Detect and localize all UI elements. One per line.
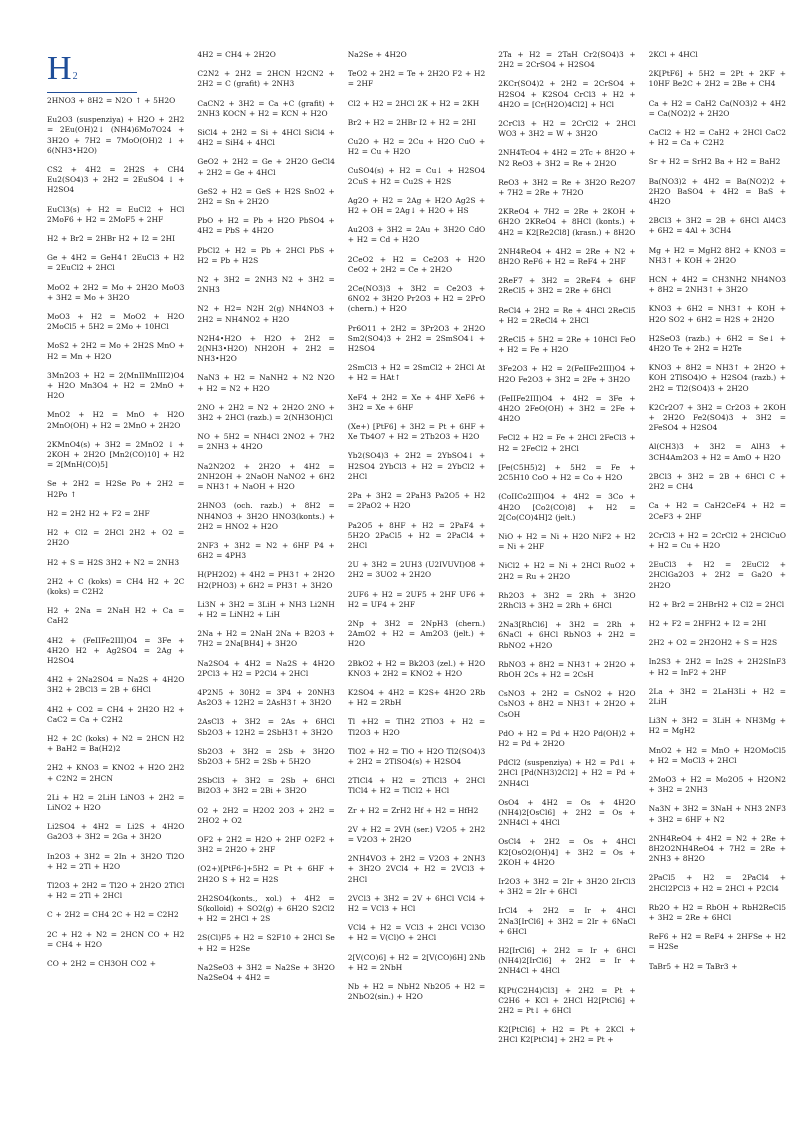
reaction-entry: H2[IrCl6] + 2H2 = Ir + 6HCl (NH4)2[IrCl6] + 2H2 = Ir + 2NH4Cl + 4HCl (498, 946, 636, 976)
reaction-entry: 2H2 + O2 = 2H2OH2 + S = H2S (648, 638, 778, 648)
reaction-entry: NaN3 + H2 = NaNH2 + N2 N2O + H2 = N2 + H2O (197, 373, 335, 393)
element-subscript: 2 (72, 71, 78, 82)
reaction-entry: 2ReCl5 + 5H2 = 2Re + 10HCl FeO + H2 = Fe + H2O (498, 335, 636, 355)
reaction-entry: 2Na3[RhCl6] + 3H2 = 2Rh + 6NaCl + 6HCl RbNO3 + 2H2 = RbNO2 +H2O (498, 620, 636, 650)
reaction-entry: PbO + H2 = Pb + H2O PbSO4 + 4H2 = PbS + 4H2O (197, 216, 335, 236)
reaction-entry: N2H4•H2O + H2O + 2H2 = 2(NH3•H2O) NH2OH + 2H2 = NH3•H2O (197, 333, 335, 364)
reaction-column-1 (47, 50, 184, 1121)
reaction-entry: 2H2 + KNO3 = KNO2 + H2O 2H2 + C2N2 = 2HCN (47, 763, 185, 783)
element-symbol: H (47, 50, 72, 87)
reaction-entry: MnO2 + H2 = MnO + H2OMoCl5 + H2 = MoCl3 + 2HCl (648, 745, 786, 765)
reaction-entry: 2Pa + 3H2 = 2PaH3 Pa2O5 + H2 = 2PaO2 + H2O (347, 491, 486, 511)
reaction-entry: PdO + H2 = Pd + H2O Pd(OH)2 + H2 = Pd + 2H2O (498, 728, 636, 748)
reaction-entry: Pa2O5 + 8HF + H2 = 2PaF4 + 5H2O 2PaCl5 + H2 = 2PaCl4 + 2HCl (347, 520, 486, 550)
reaction-entry: TaBr5 + H2 = TaBr3 + (648, 961, 738, 971)
reaction-entry: Tl +H2 = TlH2 2TlO3 + H2 = Tl2O3 + H2O (347, 717, 486, 737)
reaction-entry: K2Cr2O7 + 3H2 = Cr2O3 + 2KOH + 2H2O Fe2(SO4)3 + 3H2 = 2FeSO4 + H2SO4 (648, 402, 786, 433)
reaction-column-3 (348, 50, 485, 1121)
reaction-column-5 (649, 50, 786, 1121)
reaction-entry: Mg + H2 = MgH2 8H2 + KNO3 = NH3↑ + KOH + 2H2O (648, 245, 786, 265)
reaction-entry: Ca + H2 = CaH2CeF4 + H2 = 2CeF3 + 2HF (648, 501, 786, 521)
reaction-entry: K2[PtCl6] + H2 = Pt + 2KCl + 2HCl K2[PtCl4] + 2H2 = Pt + (498, 1025, 636, 1045)
reaction-entry: 2NH4ReO4 + 4H2 = N2 + 2Re + 8H2O2NH4ReO4 + 7H2 = 2Re + 2NH3 + 8H2O (648, 833, 786, 864)
reaction-entry: K[Pt(C2H4)Cl3] + 2H2 = Pt + C2H6 + KCl + 2HCl H2[PtCl6] + 2H2 = Pt↓ + 6HCl (498, 985, 636, 1016)
reaction-entry: 2AsCl3 + 3H2 = 2As + 6HCl Sb2O3 + 12H2 = 2SbH3↑ + 3H2O (197, 717, 335, 737)
reaction-entry: 2K[PtF6] + 5H2 = 2Pt + 2KF + 10HF Be2C + 2H2 = 2Be + CH4 (648, 69, 786, 89)
reaction-entry: H2 + 2Na = 2NaH H2 + Ca = CaH2 (47, 606, 185, 626)
reaction-entry: [Fe(C5H5)2] + 5H2 = Fe + 2C5H10 CoO + H2 = Co + H2O (498, 462, 636, 483)
reaction-entry: Ir2O3 + 3H2 = 2Ir + 3H2O 2IrCl3 + 3H2 = 2Ir + 6HCl (498, 876, 636, 897)
reaction-entry: 2U + 3H2 = 2UH3 (U2IVUVI)O8 + 2H2 = 3UO2 + 2H2O (347, 560, 486, 580)
reaction-entry: OsCl4 + 2H2 = Os + 4HCl K2[OsO2(OH)4] + 3H2 = Os + 2KOH + 4H2O (498, 837, 636, 867)
reaction-entry: 2VCl3 + 3H2 = 2V + 6HCl VCl4 + H2 = VCl3 + HCl (347, 893, 486, 913)
reaction-entry: Au2O3 + 3H2 = 2Au + 3H2O CdO + H2 = Cd + H2O (347, 225, 486, 245)
reaction-column-2 (197, 50, 334, 1121)
reaction-entry: 2CrCl3 + H2 = 2CrCl2 + 2HClCuO + H2 = Cu + H2O (648, 530, 786, 550)
header-rule (47, 92, 137, 93)
reaction-entry: Zr + H2 = ZrH2 Hf + H2 = HfH2 (347, 805, 479, 815)
reaction-entry: Rb2O + H2 = RbOH + RbH2ReCl5 + 3H2 = 2Re + 6HCl (648, 902, 786, 922)
reaction-entry: ReF6 + H2 = ReF4 + 2HFSe + H2 = H2Se (648, 932, 786, 952)
reaction-entry: 2NH4VO3 + 2H2 = V2O3 + 2NH3 + 3H2O 2VCl4 + H2 = 2VCl3 + 2HCl (347, 854, 486, 884)
reaction-entry: Eu2O3 (suspenziya) + H2O + 2H2 = 2Eu(OH)2↓ (NH4)6Mo7O24 + 3H2O + 7H2 = 7MoO(OH)2 ↓ + 6(NH3•H2O) (47, 115, 185, 155)
reaction-entry: (FeIIFe2III)O4 + 4H2 = 3Fe + 4H2O 2FeO(OH) + 3H2 = 2Fe + 4H2O (498, 393, 636, 424)
reaction-entry: O2 + 2H2 = H2O2 2O3 + 2H2 = 2HO2 + O2 (197, 805, 335, 825)
reaction-entry: Na2SeO3 + 3H2 = Na2Se + 3H2O Na2SeO4 + 4H2 = (197, 962, 335, 982)
reaction-entry: NO + 5H2 = NH4Cl 2NO2 + 7H2 = 2NH3 + 4H2O (197, 432, 335, 452)
reaction-entry: K2SO4 + 4H2 = K2S+ 4H2O 2Rb + H2 = 2RbH (347, 687, 486, 708)
reaction-entry: 4H2 + (FeIIFe2III)O4 = 3Fe + 4H2O H2 + Ag2SO4 = 2Ag + H2SO4 (47, 635, 185, 665)
reaction-entry: 4H2 = CH4 + 2H2O (197, 50, 276, 59)
reaction-entry: 2S(Cl)F5 + H2 = S2F10 + 2HCl Se + H2 = H2Se (197, 933, 335, 953)
reaction-entry: MnO2 + H2 = MnO + H2O 2MnO(OH) + H2 = 2MnO + 2H2O (47, 410, 185, 430)
reaction-entry: 2Ta + H2 = 2TaH Cr2(SO4)3 + 2H2 = 2CrSO4 + H2SO4 (498, 50, 636, 70)
reaction-entry: Na2N2O2 + 2H2O + 4H2 = 2NH2OH + 2NaOH NaNO2 + 6H2 = NH3↑ + NaOH + H2O (197, 461, 335, 492)
reaction-entry: VCl4 + H2 = VCl3 + 2HCl VCl3O + H2 = V(Cl)O + 2HCl (347, 923, 486, 943)
reaction-entry: 2NH4TcO4 + 4H2 = 2Tc + 8H2O + N2 ReO3 + 3H2 = Re + 2H2O (498, 148, 636, 168)
reaction-entry: MoS2 + 2H2 = Mo + 2H2S MnO + H2 = Mn + H2O (47, 341, 185, 361)
reaction-entry: TeO2 + 2H2 = Te + 2H2O F2 + H2 = 2HF (347, 69, 486, 89)
reaction-entry: CaCN2 + 3H2 = Ca +C (grafit) + 2NH3 KOCN + H2 = KCN + H2O (197, 98, 335, 118)
reaction-entry: ReO3 + 3H2 = Re + 3H2O Re2O7 + 7H2 = 2Re + 7H2O (498, 177, 636, 198)
reaction-entry: 2CeO2 + H2 = Ce2O3 + H2O CeO2 + 2H2 = Ce + 2H2O (347, 254, 486, 274)
reaction-entry: Sb2O3 + 3H2 = 2Sb + 3H2O Sb2O3 + 5H2 = 2Sb + 5H2O (197, 746, 335, 766)
reaction-entry: KNO3 + 6H2 = NH3↑ + KOH + H2O SO2 + 6H2 = H2S + 2H2O (648, 304, 786, 324)
reaction-entry: MoO3 + H2 = MoO2 + H2O 2MoCl5 + 5H2 = 2Mo + 10HCl (47, 312, 185, 332)
reaction-entry: In2O3 + 3H2 = 2In + 3H2O Tl2O + H2 = 2Tl + H2O (47, 851, 185, 871)
reaction-entry: Nb + H2 = NbH2 Nb2O5 + H2 = 2NbO2(sin.) + H2O (347, 982, 486, 1002)
reaction-entry: 2SbCl3 + 3H2 = 2Sb + 6HCl Bi2O3 + 3H2 = 2Bi + 3H2O (197, 776, 335, 796)
reaction-entry: ReCl4 + 2H2 = Re + 4HCl 2ReCl5 + H2 = 2ReCl4 + 2HCl (498, 305, 636, 325)
reaction-entry: Se + 2H2 = H2Se Po + 2H2 = H2Po ↑ (47, 479, 185, 499)
reaction-entry: 2MoO3 + H2 = Mo2O5 + H2ON2 + 3H2 = 2NH3 (648, 774, 786, 795)
reaction-entry: CaCl2 + H2 = CaH2 + 2HCl CaC2 + H2 = Ca + C2H2 (648, 128, 786, 148)
reaction-entry: N2 + 3H2 = 2NH3 N2 + 3H2 = 2NH3 (197, 275, 335, 295)
reaction-entry: NiO + H2 = Ni + H2O NiF2 + H2 = Ni + 2HF (498, 531, 636, 552)
reaction-entry: 2BkO2 + H2 = Bk2O3 (zel.) + H2O KNO3 + 2H2 = KNO2 + H2O (347, 658, 486, 678)
reaction-entry: Pr6O11 + 2H2 = 3Pr2O3 + 2H2O Sm2(SO4)3 + 2H2 = 2SmSO4↓ + H2SO4 (347, 323, 486, 354)
reaction-entry: 2EuCl3 + H2 = 2EuCl2 + 2HClGa2O3 + 2H2 = Ga2O + 2H2O (648, 560, 786, 590)
reaction-entry: Cu2O + H2 = 2Cu + H2O CuO + H2 = Cu + H2O (347, 137, 486, 157)
element-header (47, 52, 78, 86)
reaction-entry: Na2SO4 + 4H2 = Na2S + 4H2O 2PCl3 + H2 = P2Cl4 + 2HCl (197, 658, 335, 678)
reaction-entry: 2PaCl5 + H2 = 2PaCl4 + 2HCl2PCl3 + H2 = 2HCl + P2Cl4 (648, 873, 786, 893)
reaction-entry: 2ReF7 + 3H2 = 2ReF4 + 6HF 2ReCl5 + 3H2 = 2Re + 6HCl (498, 276, 636, 296)
reaction-entry: 2KCl + 4HCl (648, 50, 698, 59)
reaction-entry: H2 + F2 = 2HFH2 + I2 = 2HI (648, 618, 767, 628)
reaction-entry: Na2Se + 4H2O (347, 50, 407, 59)
reaction-entry: 2UF6 + H2 = 2UF5 + 2HF UF6 + H2 = UF4 + 2HF (347, 589, 486, 609)
reaction-entry: HCN + 4H2 = CH3NH2 NH4NO3 + 8H2 = 2NH3↑ + 3H2O (648, 275, 786, 295)
reaction-entry: CuSO4(s) + H2 = Cu↓ + H2SO4 2CuS + H2 = Cu2S + H2S (347, 166, 486, 186)
reaction-entry: RbNO3 + 8H2 = NH3↑ + 2H2O + RbOH 2Cs + H2 = 2CsH (498, 659, 636, 679)
reaction-entry: FeCl2 + H2 = Fe + 2HCl 2FeCl3 + H2 = 2FeCl2 + 2HCl (498, 433, 636, 453)
reaction-entry: Sr + H2 = SrH2 Ba + H2 = BaH2 (648, 157, 781, 167)
reaction-entry: 3Mn2O3 + H2 = 2(MnIIMnIII2)O4 + H2O Mn3O4 + H2 = 2MnO + H2O (47, 370, 185, 401)
reaction-entry: H2 + Cl2 = 2HCl 2H2 + O2 = 2H2O (47, 528, 185, 548)
reaction-entry: Na3N + 3H2 = 3NaH + NH3 2NF3 + 3H2 = 6HF + N2 (648, 804, 786, 824)
reaction-entry: NiCl2 + H2 = Ni + 2HCl RuO2 + 2H2 = Ru + 2H2O (498, 561, 636, 581)
reaction-entry: 2Na + H2 = 2NaH 2Na + B2O3 + 7H2 = 2Na[BH4] + 3H2O (197, 629, 335, 649)
reaction-entry: Ca + H2 = CaH2 Ca(NO3)2 + 4H2 = Ca(NO2)2 + 2H2O (648, 98, 786, 118)
reaction-entry: Ge + 4H2 = GeH4↑ 2EuCl3 + H2 = 2EuCl2 + 2HCl (47, 253, 185, 273)
reaction-entry: H2 + Br2 = 2HBr H2 + I2 = 2HI (47, 234, 176, 244)
reaction-entry: GeO2 + 2H2 = Ge + 2H2O GeCl4 + 2H2 = Ge + 4HCl (197, 157, 335, 177)
reaction-entry: H2SeO3 (razb.) + 6H2 = Se↓ + 4H2O Te + 2H2 = H2Te (648, 333, 786, 354)
reaction-entry: Al(CH3)3 + 3H2 = AlH3 + 3CH4Am2O3 + H2 = AmO + H2O (648, 442, 786, 462)
reaction-entry: 2NF3 + 3H2 = N2 + 6HF P4 + 6H2 = 4PH3 (197, 540, 335, 561)
reaction-entry: Ag2O + H2 = 2Ag + H2O Ag2S + H2 + OH = 2Ag↓ + H2O + HS (347, 195, 486, 216)
reaction-entry: SiCl4 + 2H2 = Si + 4HCl SiCl4 + 4H2 = SiH4 + 4HCl (197, 128, 335, 148)
reaction-entry: CO + 2H2 = CH3OH CO2 + (47, 958, 157, 968)
reaction-entry: 2Np + 3H2 = 2NpH3 (chern.) 2AmO2 + H2 = Am2O3 (jelt.) + H2O (347, 618, 486, 649)
reaction-entry: 2V + H2 = 2VH (ser.) V2O5 + 2H2 = V2O3 + 2H2O (347, 824, 486, 844)
reaction-entry: 2Ce(NO3)3 + 3H2 = Ce2O3 + 6NO2 + 3H2O Pr2O3 + H2 = 2PrO (chern.) + H2O (347, 284, 486, 314)
reaction-entry: Li2SO4 + 4H2 = Li2S + 4H2O Ga2O3 + 3H2 = 2Ga + 3H2O (47, 822, 185, 842)
reaction-entry: 2NH4ReO4 + 4H2 = 2Re + N2 + 8H2O ReF6 + H2 = ReF4 + 2HF (498, 246, 636, 267)
reaction-entry: EuCl3(s) + H2 = EuCl2 + HCl 2MoF6 + H2 = 2MoF5 + 2HF (47, 204, 185, 224)
reaction-entry: Li3N + 3H2 = 3LiH + NH3Mg + H2 = MgH2 (648, 716, 786, 736)
reaction-entry: Br2 + H2 = 2HBr I2 + H2 = 2HI (347, 117, 476, 127)
reaction-entry: 2KReO4 + 7H2 = 2Re + 2KOH + 6H2O 2KReO4 + 8HCl (konts.) + 4H2 = K2[Re2Cl8] (krasn.) + 8H2O (498, 207, 636, 237)
reaction-entry: C2N2 + 2H2 = 2HCN H2CN2 + 2H2 = C (grafit) + 2NH3 (197, 69, 335, 89)
reaction-entry: PbCl2 + H2 = Pb + 2HCl PbS + H2 = Pb + H2S (197, 245, 335, 265)
reaction-entry: Yb2(SO4)3 + 2H2 = 2YbSO4↓ + H2SO4 2YbCl3 + H2 = 2YbCl2 + 2HCl (347, 451, 486, 481)
reaction-entry: Rh2O3 + 3H2 = 2Rh + 3H2O 2RhCl3 + 3H2 = 2Rh + 6HCl (498, 590, 636, 610)
reaction-entry: C + 2H2 = CH4 2C + H2 = C2H2 (47, 910, 179, 920)
reaction-entry: H2 = 2H2 H2 + F2 = 2HF (47, 508, 150, 518)
reaction-entry: IrCl4 + 2H2 = Ir + 4HCl 2Na3[IrCl6] + 3H2 = 2Ir + 6NaCl + 6HCl (498, 906, 636, 936)
reaction-entry: 2HNO3 + 8H2 = N2O ↑ + 5H2O (47, 96, 176, 105)
reaction-entry: OF2 + 2H2 = H2O + 2HF O2F2 + 3H2 = 2H2O + 2HF (197, 834, 335, 855)
reaction-entry: Cl2 + H2 = 2HCl 2K + H2 = 2KH (347, 98, 480, 108)
reaction-entry: 2La + 3H2 = 2LaH3Li + H2 = 2LiH (648, 686, 786, 706)
reaction-entry: 4H2 + 2Na2SO4 = Na2S + 4H2O 3H2 + 2BCl3 = 2B + 6HCl (47, 675, 185, 695)
reaction-entry: 2SmCl3 + H2 = 2SmCl2 + 2HCl At + H2 = HAt↑ (347, 363, 486, 383)
reaction-columns (47, 50, 786, 1121)
reaction-entry: 4H2 + CO2 = CH4 + 2H2O H2 + CaC2 = Ca + C2H2 (47, 704, 185, 724)
reaction-entry: 2CrCl3 + H2 = 2CrCl2 + 2HCl WO3 + 3H2 = W + 3H2O (498, 119, 636, 139)
reaction-entry: KNO3 + 8H2 = NH3↑ + 2H2O + KOH 2TlSO4)O + H2SO4 (razb.) + 2H2 = Tl2(SO4)3 + 2H2O (648, 363, 786, 393)
reaction-entry: CsNO3 + 2H2 = CsNO2 + H2O CsNO3 + 8H2 = NH3↑ + 2H2O + CsOH (498, 689, 636, 719)
reaction-entry: 2[V(CO)6] + H2 = 2[V(CO)6H] 2Nb + H2 = 2NbH (347, 952, 486, 972)
reaction-entry: 2BCl3 + 3H2 = 2B + 6HCl C + 2H2 = CH4 (648, 471, 786, 492)
reaction-entry: Li3N + 3H2 = 3LiH + NH3 Li2NH + H2 = LiNH2 + LiH (197, 599, 335, 619)
reaction-entry: 2H2SO4(konts., xol.) + 4H2 = S(kolloid) + SO2(g) + 6H2O S2Cl2 + H2 = 2HCl + 2S (197, 893, 335, 924)
reaction-entry: PdCl2 (suspenziya) + H2 = Pd↓ + 2HCl [Pd(NH3)2Cl2] + H2 = Pd + 2NH4Cl (498, 758, 636, 788)
reaction-entry: H2 + 2C (koks) + N2 = 2HCN H2 + BaH2 = Ba(H2)2 (47, 733, 185, 754)
reaction-entry: 2KCr(SO4)2 + 2H2 = 2CrSO4 + H2SO4 + K2SO4 CrCl3 + H2 + 4H2O = [Cr(H2O)4Cl2] + HCl (498, 79, 636, 109)
reaction-entry: MoO2 + 2H2 = Mo + 2H2O MoO3 + 3H2 = Mo + 3H2O (47, 282, 185, 302)
reaction-entry: GeS2 + H2 = GeS + H2S SnO2 + 2H2 = Sn + 2H2O (197, 186, 335, 207)
reaction-entry: CS2 + 4H2 = 2H2S + CH4 Eu2(SO4)3 + 2H2 = 2EuSO4 ↓ + H2SO4 (47, 165, 185, 195)
reaction-entry: 2HNO3 (och. razb.) + 8H2 = NH4NO3 + 3H2O HNO3(konts.) + 2H2 = HNO2 + H2O (197, 501, 335, 531)
reaction-entry: Tl2O3 + 2H2 = Tl2O + 2H2O 2TlCl + H2 = 2Tl + 2HCl (47, 880, 185, 901)
reaction-entry: H2 + Br2 = 2HBrH2 + Cl2 = 2HCl (648, 599, 785, 609)
reaction-entry: (Xe+) [PtF6] + 3H2 = Pt + 6HF + Xe Tb4O7 + H2 = 2Tb2O3 + H2O (347, 422, 486, 442)
reaction-entry: In2S3 + 2H2 = In2S + 2H2SInF3 + H2 = InF2 + 2HF (648, 657, 786, 677)
reaction-entry: 3Fe2O3 + H2 = 2(FeIIFe2III)O4 + H2O Fe2O3 + 3H2 = 2Fe + 3H2O (498, 364, 636, 384)
reaction-column-4 (498, 50, 635, 1121)
reaction-entry: XeF4 + 2H2 = Xe + 4HF XeF6 + 3H2 = Xe + 6HF (347, 392, 486, 412)
reaction-entry: H2 + S = H2S 3H2 + N2 = 2NH3 (47, 557, 180, 567)
reaction-entry: 2BCl3 + 3H2 = 2B + 6HCl Al4C3 + 6H2 = 4Al + 3CH4 (648, 216, 786, 236)
reaction-entry: TlO2 + H2 = TlO + H2O Tl2(SO4)3 + 2H2 = 2TlSO4(s) + H2SO4 (347, 746, 486, 766)
reaction-entry: (O2+)[PtF6-]+5H2 = Pt + 6HF + 2H2O S + H2 = H2S (197, 864, 335, 884)
reaction-entry: H(PH2O2) + 4H2 = PH3↑ + 2H2O H2(PHO3) + 6H2 = PH3↑ + 3H2O (197, 570, 335, 590)
reaction-entry: 2NO + 2H2 = N2 + 2H2O 2NO + 3H2 + 2HCl (razb.) = 2(NH3OH)Cl (197, 402, 335, 423)
reaction-entry: 4P2N5 + 30H2 = 3P4 + 20NH3 As2O3 + 12H2 = 2AsH3↑ + 3H2O (197, 687, 335, 708)
reaction-entry: N2 + H2= N2H 2(g) NH4NO3 + 2H2 = NH4NO2 + H2O (197, 304, 335, 324)
reaction-entry: 2Li + H2 = 2LiH LiNO3 + 2H2 = LiNO2 + H2O (47, 792, 185, 812)
reaction-entry: OsO4 + 4H2 = Os + 4H2O (NH4)2[OsCl6] + 2H2 = Os + 2NH4Cl + 4HCl (498, 797, 636, 828)
reaction-entry: 2H2 + C (koks) = CH4 H2 + 2C (koks) = C2H2 (47, 576, 185, 596)
reaction-entry: 2TlCl4 + H2 = 2TlCl3 + 2HCl TlCl4 + H2 = TlCl2 + HCl (347, 776, 486, 796)
reaction-entry: Ba(NO3)2 + 4H2 = Ba(NO2)2 + 2H2O BaSO4 + 4H2 = BaS + 4H2O (648, 176, 786, 207)
reaction-entry: 2KMnO4(s) + 3H2 = 2MnO2 ↓ + 2KOH + 2H2O [Mn2(CO)10] + H2 = 2[MnH(CO)5] (47, 439, 185, 470)
reaction-entry: (CoIICo2III)O4 + 4H2 = 3Co + 4H2O [Co2(CO)8] + H2 = 2[Co(CO)4H]2 (jelt.) (498, 492, 636, 522)
reaction-entry: 2C + H2 + N2 = 2HCN CO + H2 = CH4 + H2O (47, 929, 185, 949)
